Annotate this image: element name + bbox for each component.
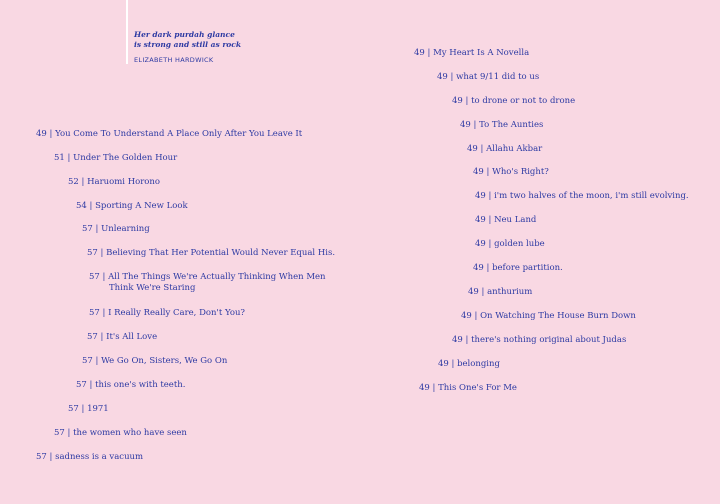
toc-entry: 49 | Allahu Akbar: [467, 144, 543, 154]
toc-entry: 57 | this one's with teeth.: [76, 380, 186, 390]
toc-entry: 57 | All The Things We're Actually Thinking When Men Think We're Staring: [89, 272, 326, 293]
toc-entry: 57 | Believing That Her Potential Would Never Equal His.: [87, 248, 336, 258]
toc-entry: 49 | My Heart Is A Novella: [414, 48, 530, 58]
margin-rule: [126, 0, 128, 64]
epigraph: [134, 30, 241, 50]
toc-entry: 57 | It's All Love: [87, 332, 158, 342]
toc-entry: 49 | anthurium: [468, 287, 533, 297]
toc-entry: 57 | sadness is a vacuum: [36, 452, 144, 462]
epigraph-line: Her dark purdah glance: [134, 30, 235, 39]
toc-entry: 57 | We Go On, Sisters, We Go On: [82, 356, 228, 366]
toc-entry: 49 | i'm two halves of the moon, i'm still evolving.: [475, 191, 689, 201]
toc-entry: 49 | On Watching The House Burn Down: [461, 311, 636, 321]
toc-entry: 49 | belonging: [438, 359, 500, 369]
toc-entry: 52 | Haruomi Horono: [68, 177, 161, 187]
toc-entry: 54 | Sporting A New Look: [76, 201, 188, 211]
toc-entry: 57 | I Really Really Care, Don't You?: [89, 308, 245, 318]
toc-entry: 49 | there's nothing original about Judas: [452, 335, 627, 345]
toc-entry: 57 | the women who have seen: [54, 428, 187, 438]
toc-entry: 57 | Unlearning: [82, 224, 150, 234]
toc-entry: 49 | This One's For Me: [419, 383, 517, 393]
toc-entry: 49 | golden lube: [475, 239, 545, 249]
toc-entry: 49 | To The Aunties: [460, 120, 544, 130]
toc-entry: 49 | Neu Land: [475, 215, 537, 225]
toc-entry: 49 | You Come To Understand A Place Only After You Leave It: [36, 129, 303, 139]
epigraph-author: ELIZABETH HARDWICK: [134, 56, 214, 64]
toc-entry: 49 | what 9/11 did to us: [437, 72, 540, 82]
toc-entry: 49 | before partition.: [473, 263, 563, 273]
epigraph-line: is strong and still as rock: [134, 40, 242, 49]
toc-entry: 51 | Under The Golden Hour: [54, 153, 178, 163]
toc-entry: 57 | 1971: [68, 404, 109, 414]
toc-entry: 49 | Who's Right?: [473, 167, 549, 177]
toc-entry: 49 | to drone or not to drone: [452, 96, 576, 106]
